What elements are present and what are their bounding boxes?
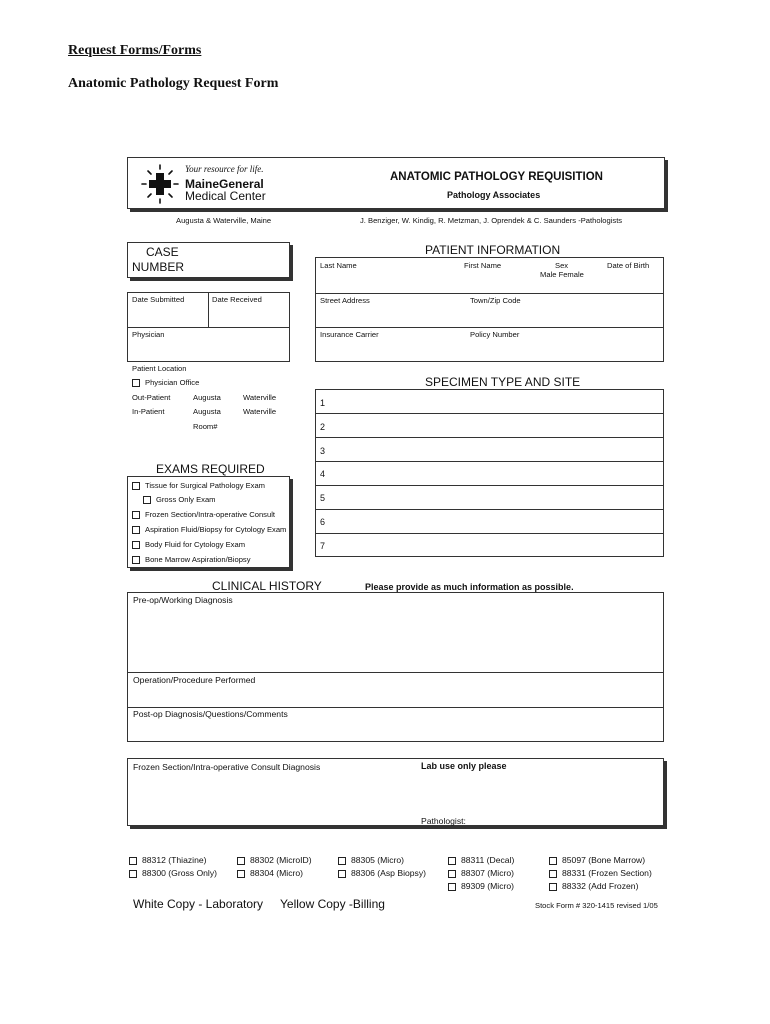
specimen-row-2[interactable]: 2	[320, 422, 326, 432]
operation-field[interactable]: Operation/Procedure Performed	[133, 675, 256, 685]
sex-label: Sex	[555, 261, 569, 270]
code-88331[interactable]: 88331 (Frozen Section)	[549, 868, 652, 878]
checkbox-icon[interactable]	[132, 511, 140, 519]
outpatient-waterville[interactable]: Waterville	[243, 393, 277, 402]
clinical-heading: CLINICAL HISTORY	[212, 579, 322, 593]
checkbox-icon[interactable]	[338, 857, 346, 865]
lab-use-label: Lab use only please	[421, 761, 507, 771]
first-name-field[interactable]: First Name	[464, 261, 502, 270]
checkbox-icon[interactable]	[237, 870, 245, 878]
pathologist-field[interactable]: Pathologist:	[421, 816, 466, 826]
page-title: Anatomic Pathology Request Form	[68, 76, 279, 91]
code-88302[interactable]: 88302 (MicroID)	[237, 855, 312, 865]
checkbox-icon[interactable]	[338, 870, 346, 878]
specimen-row-4[interactable]: 4	[320, 469, 326, 479]
checkbox-icon[interactable]	[132, 556, 140, 564]
checkbox-icon[interactable]	[448, 870, 456, 878]
patient-info-box	[315, 257, 664, 362]
specimen-row-3[interactable]: 3	[320, 446, 326, 456]
case-label: CASE	[146, 245, 179, 259]
checkbox-icon[interactable]	[549, 883, 557, 891]
exam-option-gross[interactable]: Gross Only Exam	[143, 495, 216, 504]
checkbox-icon[interactable]	[237, 857, 245, 865]
date-received-field[interactable]: Date Received	[212, 295, 262, 304]
sex-options[interactable]: Male Female	[540, 270, 584, 279]
code-88307[interactable]: 88307 (Micro)	[448, 868, 514, 878]
exam-option-body-fluid[interactable]: Body Fluid for Cytology Exam	[132, 540, 245, 549]
tagline: Your resource for life.	[185, 164, 264, 174]
postop-field[interactable]: Post-op Diagnosis/Questions/Comments	[133, 709, 288, 719]
checkbox-icon[interactable]	[448, 883, 456, 891]
org-name: MaineGeneral	[185, 177, 264, 191]
exam-option-surgical[interactable]: Tissue for Surgical Pathology Exam	[132, 481, 265, 490]
exams-heading: EXAMS REQUIRED	[156, 462, 265, 476]
checkbox-icon[interactable]	[549, 870, 557, 878]
checkbox-icon[interactable]	[132, 526, 140, 534]
patient-info-heading: PATIENT INFORMATION	[425, 243, 561, 257]
code-88312[interactable]: 88312 (Thiazine)	[129, 855, 207, 865]
form-title: ANATOMIC PATHOLOGY REQUISITION	[390, 171, 603, 183]
checkbox-icon[interactable]	[132, 541, 140, 549]
code-89309[interactable]: 89309 (Micro)	[448, 881, 514, 891]
code-88304[interactable]: 88304 (Micro)	[237, 868, 303, 878]
code-88332[interactable]: 88332 (Add Frozen)	[549, 881, 638, 891]
checkbox-icon[interactable]	[129, 857, 137, 865]
yellow-copy-label: Yellow Copy -Billing	[280, 897, 385, 911]
clinical-box	[127, 592, 664, 742]
policy-field[interactable]: Policy Number	[470, 330, 520, 339]
org-subname: Medical Center	[185, 189, 266, 203]
code-88305[interactable]: 88305 (Micro)	[338, 855, 404, 865]
case-number-label: NUMBER	[132, 260, 185, 274]
last-name-field[interactable]: Last Name	[320, 261, 357, 270]
locations: Augusta & Waterville, Maine	[176, 216, 272, 225]
dob-field[interactable]: Date of Birth	[607, 261, 650, 270]
street-field[interactable]: Street Address	[320, 296, 370, 305]
white-copy-label: White Copy - Laboratory	[133, 897, 264, 911]
inpatient-label: In-Patient	[132, 407, 165, 416]
checkbox-icon[interactable]	[132, 379, 140, 387]
breadcrumb[interactable]: Request Forms/Forms	[68, 43, 202, 58]
code-85097[interactable]: 85097 (Bone Marrow)	[549, 855, 645, 865]
clinical-note: Please provide as much information as possible.	[365, 582, 574, 592]
room-field[interactable]: Room#	[193, 422, 218, 431]
date-submitted-field[interactable]: Date Submitted	[132, 295, 185, 304]
inpatient-augusta[interactable]: Augusta	[193, 407, 221, 416]
specimen-row-7[interactable]: 7	[320, 541, 326, 551]
exam-option-bone-marrow[interactable]: Bone Marrow Aspiration/Biopsy	[132, 555, 251, 564]
patient-location-label: Patient Location	[132, 364, 187, 373]
physician-office-option[interactable]: Physician Office	[132, 378, 199, 387]
logo-icon	[141, 164, 181, 204]
checkbox-icon[interactable]	[549, 857, 557, 865]
outpatient-augusta[interactable]: Augusta	[193, 393, 221, 402]
checkbox-icon[interactable]	[129, 870, 137, 878]
specimen-row-6[interactable]: 6	[320, 517, 326, 527]
form-subtitle: Pathology Associates	[447, 190, 541, 200]
checkbox-icon[interactable]	[448, 857, 456, 865]
checkbox-icon[interactable]	[143, 496, 151, 504]
code-88306[interactable]: 88306 (Asp Biopsy)	[338, 868, 426, 878]
checkbox-icon[interactable]	[132, 482, 140, 490]
frozen-section-label: Frozen Section/Intra-operative Consult Diagnosis	[133, 762, 321, 772]
exam-option-aspiration[interactable]: Aspiration Fluid/Biopsy for Cytology Exam	[132, 525, 286, 534]
specimen-row-5[interactable]: 5	[320, 493, 326, 503]
physician-field[interactable]: Physician	[132, 330, 165, 339]
pathologists: J. Benziger, W. Kindig, R. Metzman, J. Oprendek & C. Saunders -Pathologists	[360, 216, 623, 225]
code-88311[interactable]: 88311 (Decal)	[448, 855, 514, 865]
stock-form-number: Stock Form # 320-1415 revised 1/05	[535, 901, 658, 910]
specimen-heading: SPECIMEN TYPE AND SITE	[425, 375, 581, 389]
specimen-box	[315, 389, 664, 557]
outpatient-label: Out-Patient	[132, 393, 171, 402]
code-88300[interactable]: 88300 (Gross Only)	[129, 868, 217, 878]
insurance-field[interactable]: Insurance Carrier	[320, 330, 379, 339]
exam-option-frozen[interactable]: Frozen Section/Intra-operative Consult	[132, 510, 275, 519]
preop-diagnosis-field[interactable]: Pre-op/Working Diagnosis	[133, 595, 233, 605]
inpatient-waterville[interactable]: Waterville	[243, 407, 277, 416]
specimen-row-1[interactable]: 1	[320, 398, 326, 408]
town-zip-field[interactable]: Town/Zip Code	[470, 296, 521, 305]
